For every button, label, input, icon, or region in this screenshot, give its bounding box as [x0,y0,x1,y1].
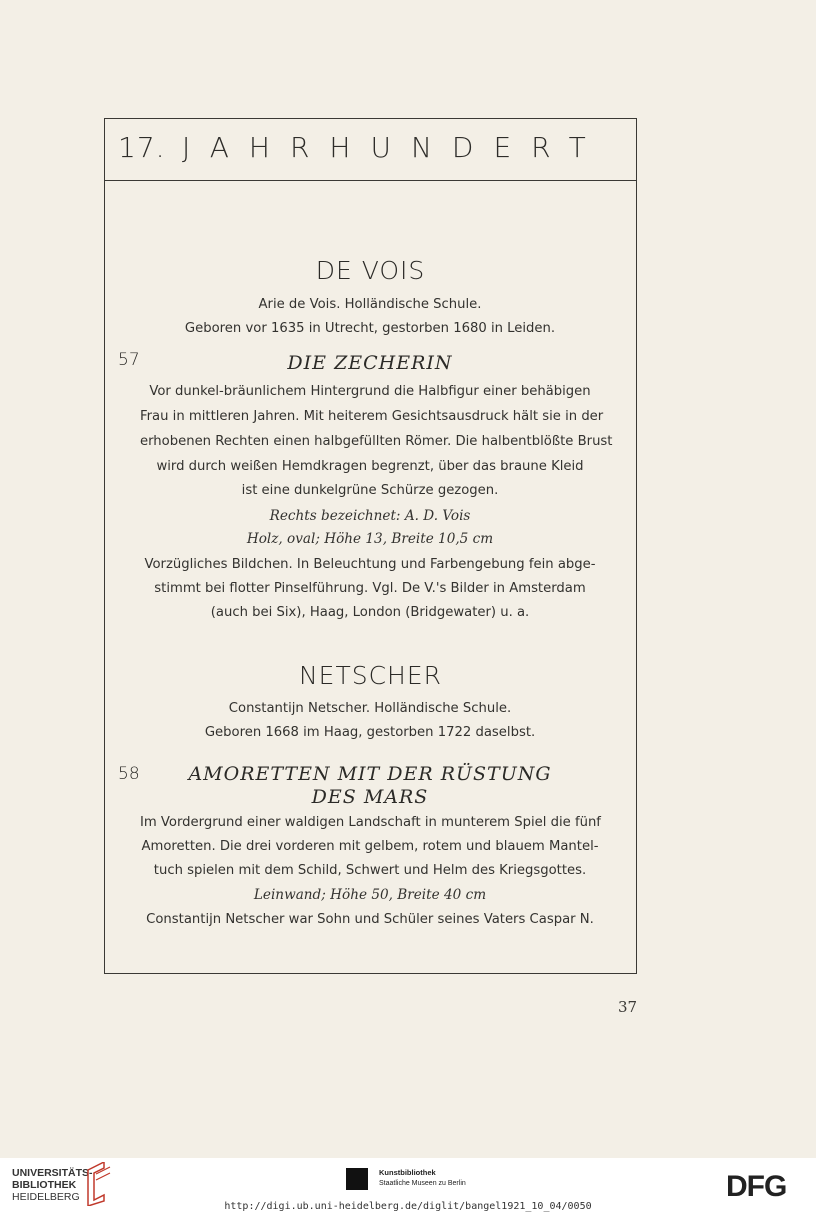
century-word: JAHRHUNDERT [182,131,606,164]
description-line: tuch spielen mit dem Schild, Schwert und Helm des Kriegsgottes. [153,863,587,878]
note-line: stimmt bei flotter Pinselführung. Vgl. De V.'s Bilder in Amsterdam [154,581,586,596]
dimensions-detail: Holz, oval; Höhe 13, Breite 10,5 cm [246,531,494,547]
dfg-logo[interactable]: DFG [726,1170,787,1203]
university-line: BIBLIOTHEK [12,1179,77,1191]
artist-name-de-vois: DE VOIS [315,256,426,285]
university-line: HEIDELBERG [12,1191,80,1203]
artwork-title: DIE ZECHERIN [287,352,453,374]
description-line: Amoretten. Die drei vorderen mit gelbem, rotem und blauem Mantel- [141,839,599,854]
artist-name-netscher: NETSCHER [298,661,443,690]
university-library-logo[interactable] [12,1167,93,1203]
note-line: (auch bei Six), Haag, London (Bridgewater) u. a. [210,605,530,620]
signature-detail: Rechts bezeichnet: A. D. Vois [269,508,471,524]
kunstbibliothek-icon [346,1168,368,1190]
bio-line: Arie de Vois. Holländische Schule. [258,297,482,312]
page-number: 37 [618,998,638,1016]
note-line: Vorzügliches Bildchen. In Beleuchtung und Farbengebung fein abge- [144,557,596,572]
kb-title: Kunstbibliothek [379,1168,436,1177]
permalink-url[interactable]: http://digi.ub.uni-heidelberg.de/diglit/bangel1921_10_04/0050 [224,1201,592,1212]
century-number: 17. [118,131,166,164]
century-header [118,131,630,171]
description-line: wird durch weißen Hemdkragen begrenzt, über das braune Kleid [156,459,584,474]
university-line: UNIVERSITÄTS- [12,1167,93,1179]
header-rule [104,180,637,181]
description-line: erhobenen Rechten einen halbgefüllten Römer. Die halbentblößte Brust [140,434,613,449]
kunstbibliothek-logo[interactable] [379,1168,466,1189]
bio-line: Geboren vor 1635 in Utrecht, gestorben 1680 in Leiden. [184,321,556,336]
note-line: Constantijn Netscher war Sohn und Schüler seines Vaters Caspar N. [146,912,594,927]
description-line: ist eine dunkelgrüne Schürze gezogen. [241,483,499,498]
bio-line: Constantijn Netscher. Holländische Schule. [228,701,512,716]
artwork-title-continued: DES MARS [311,786,429,808]
digitization-footer [0,1158,816,1215]
catalog-number: 57 [118,350,140,370]
description-line: Im Vordergrund einer waldigen Landschaft in munterem Spiel die fünf [140,815,601,830]
catalog-number: 58 [118,764,140,784]
dimensions-detail: Leinwand; Höhe 50, Breite 40 cm [253,887,487,903]
description-line: Vor dunkel-bräunlichem Hintergrund die Halbfigur einer behäbigen [149,384,591,399]
bio-line: Geboren 1668 im Haag, gestorben 1722 daselbst. [204,725,536,740]
kb-subtitle: Staatliche Museen zu Berlin [379,1180,466,1187]
description-line: Frau in mittleren Jahren. Mit heiterem Gesichtsausdruck hält sie in der [140,409,604,424]
university-emblem-icon [82,1162,114,1206]
artwork-title: AMORETTEN MIT DER RÜSTUNG [188,763,552,785]
